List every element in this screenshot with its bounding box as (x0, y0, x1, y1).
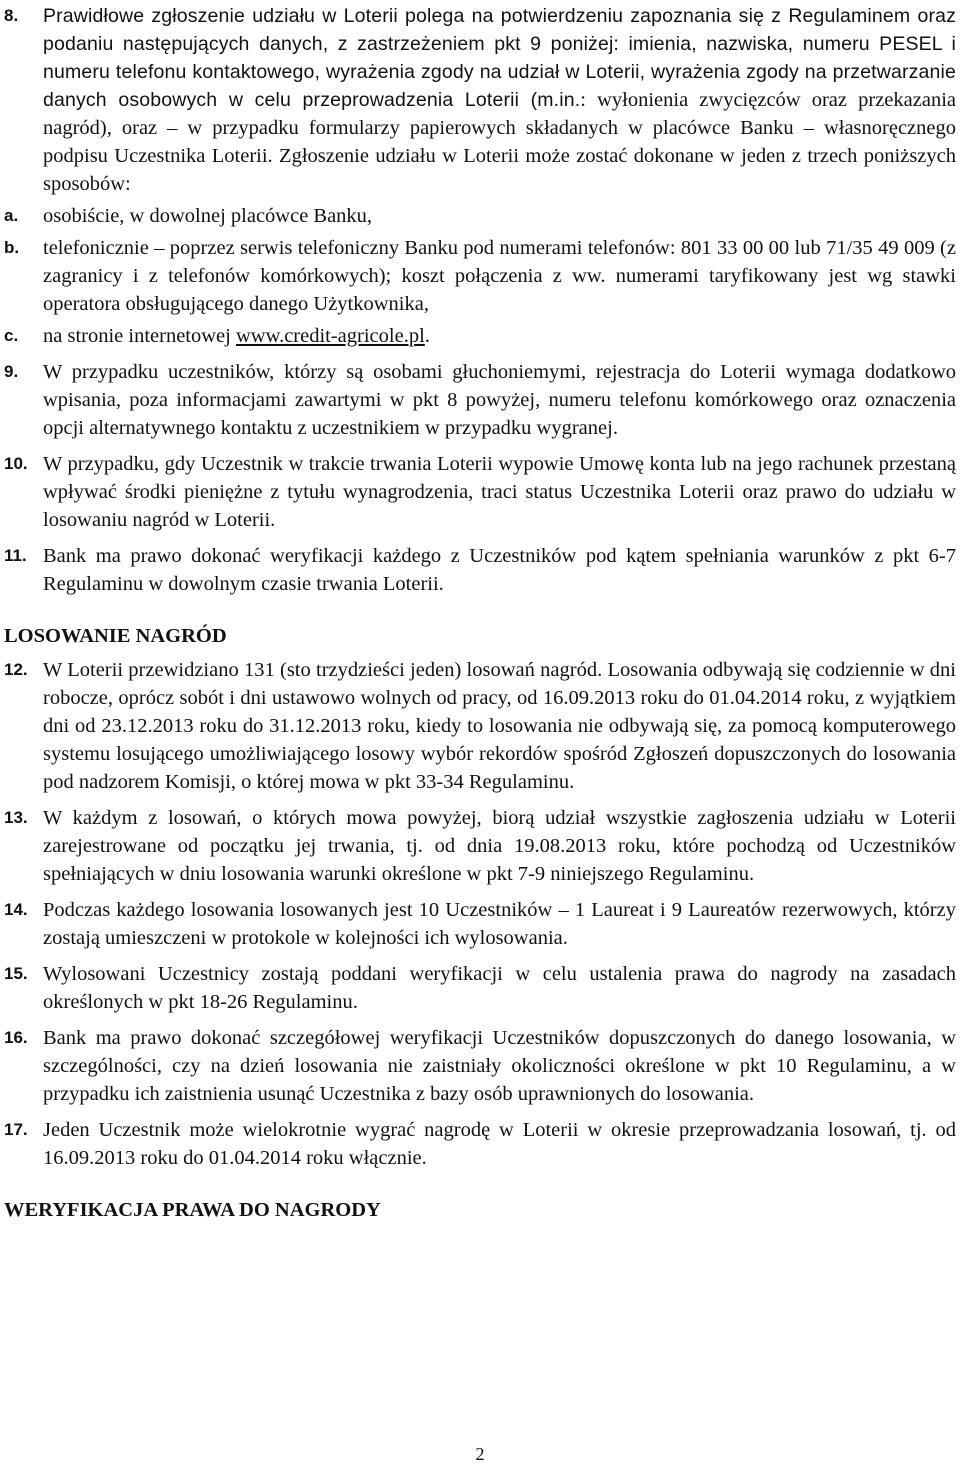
list-item-a (0, 202, 960, 230)
paragraph-number: 10. (4, 454, 28, 473)
list-letter: a. (4, 206, 19, 225)
section-heading-losowanie: LOSOWANIE NAGRÓD (4, 625, 227, 647)
list-letter: b. (4, 238, 20, 257)
paragraph-text: Bank ma prawo dokonać weryfikacji każdego z Uczestników pod kątem spełniania warunków z pkt 6-7 Regulaminu w dowolnym czasie trwania Loterii. (43, 545, 956, 595)
paragraph-number: 15. (4, 964, 28, 983)
paragraph-10 (0, 450, 960, 534)
paragraph-text: W Loterii przewidziano 131 (sto trzydzieści jeden) losowań nagród. Losowania odbywają się codziennie w dni robocze, oprócz sobót i dni ustawowo wolnych od pracy, od 16.09.2013 roku do 01.04.2014 roku, z wyjątkiem dni od 23.12.2013 roku do 31.12.2013 roku, kiedy to losowania nie odbywają się, za pomocą komputerowego systemu losującego umożliwiającego losowy wybór rekordów spośród Zgłoszeń dopuszczonych do losowania pod nadzorem Komisji, o której mowa w pkt 33-34 Regulaminu. (43, 659, 956, 793)
paragraph-text-sans: Prawidłowe zgłoszenie udziału w Loterii polega na potwierdzeniu zapoznania się z Regulaminem oraz podaniu następujących danych, z zastrzeżeniem pkt 9 poniżej: imienia, nazwiska, numeru PESEL i numeru telefonu kontaktowego, wyrażenia zgody na udział w Loterii, wyrażenia zgody na przetwarzanie danych osobowych w celu przeprowadzenia Loterii (m.in. (43, 5, 956, 111)
paragraph-number: 9. (4, 362, 19, 381)
paragraph-text: : wyłonienia zwycięzców oraz przekazania nagród), oraz – w przypadku formularzy papierowych składanych w placówce Banku – własnoręcznego podpisu Uczestnika Loterii. Zgłoszenie udziału w Loterii może zostać dokonane w jeden z trzech poniższych sposobów: (43, 89, 956, 195)
paragraph-9 (0, 358, 960, 442)
list-item-text: telefonicznie – poprzez serwis telefoniczny Banku pod numerami telefonów: 801 33 00 00 lub 71/35 49 009 (z zagranicy i z telefonów komórkowych); koszt połączenia z ww. numerami taryfikowany jest wg stawki operatora obsługującego danego Użytkownika, (43, 237, 956, 315)
document-page (0, 2, 960, 1224)
paragraph-8 (0, 2, 960, 198)
paragraph-number: 11. (4, 546, 27, 565)
paragraph-16 (0, 1024, 960, 1108)
paragraph-15 (0, 960, 960, 1016)
list-item-b (0, 234, 960, 318)
paragraph-number: 14. (4, 900, 28, 919)
paragraph-text: Bank ma prawo dokonać szczegółowej weryfikacji Uczestników dopuszczonych do danego losowania, w szczególności, czy na dzień losowania nie zaistniały okoliczności określone w pkt 10 Regulaminu, a w przypadku ich zaistnienia usunąć Uczestnika z bazy osób uprawnionych do losowania. (43, 1027, 956, 1105)
paragraph-13 (0, 804, 960, 888)
paragraph-text: W przypadku uczestników, którzy są osobami głuchoniemymi, rejestracja do Loterii wymaga dodatkowo wpisania, poza informacjami zawartymi w pkt 8 powyżej, numeru telefonu komórkowego oraz oznaczenia opcji alternatywnego kontaktu z uczestnikiem w przypadku wygranej. (43, 361, 956, 439)
paragraph-11 (0, 542, 960, 598)
paragraph-number: 13. (4, 808, 28, 827)
paragraph-17 (0, 1116, 960, 1172)
paragraph-14 (0, 896, 960, 952)
list-item-text: na stronie internetowej (43, 325, 236, 347)
paragraph-text: W każdym z losowań, o których mowa powyżej, biorą udział wszystkie zagłoszenia udziału w Loterii zarejestrowane od początku jej trwania, tj. od dnia 19.08.2013 roku, które pochodzą od Uczestników spełniających w dniu losowania warunki określone w pkt 7-9 niniejszego Regulaminu. (43, 807, 956, 885)
website-link[interactable]: www.credit-agricole.pl (235, 325, 425, 347)
list-letter: c. (4, 326, 19, 345)
list-item-text: osobiście, w dowolnej placówce Banku, (43, 205, 373, 227)
paragraph-number: 17. (4, 1120, 28, 1139)
paragraph-number: 8. (4, 6, 19, 25)
section-heading-weryfikacja: WERYFIKACJA PRAWA DO NAGRODY (4, 1199, 381, 1221)
paragraph-text: W przypadku, gdy Uczestnik w trakcie trwania Loterii wypowie Umowę konta lub na jego rachunek przestaną wpływać środki pieniężne z tytułu wynagrodzenia, traci status Uczestnika Loterii oraz prawo do udziału w losowaniu nagród w Loterii. (43, 453, 956, 531)
paragraph-number: 12. (4, 660, 28, 679)
paragraph-text: Jeden Uczestnik może wielokrotnie wygrać nagrodę w Loterii w okresie przeprowadzania losowań, tj. od 16.09.2013 roku do 01.04.2014 roku włącznie. (43, 1119, 956, 1169)
paragraph-text: Wylosowani Uczestnicy zostają poddani weryfikacji w celu ustalenia prawa do nagrody na zasadach określonych w pkt 18-26 Regulaminu. (43, 963, 956, 1013)
list-item-text-end: . (424, 325, 430, 347)
paragraph-text: Podczas każdego losowania losowanych jest 10 Uczestników – 1 Laureat i 9 Laureatów rezerwowych, którzy zostają umieszczeni w protokole w kolejności ich wylosowania. (43, 899, 956, 949)
list-item-c (0, 322, 960, 350)
page-number: 2 (475, 1444, 485, 1464)
paragraph-12 (0, 656, 960, 796)
paragraph-number: 16. (4, 1028, 28, 1047)
